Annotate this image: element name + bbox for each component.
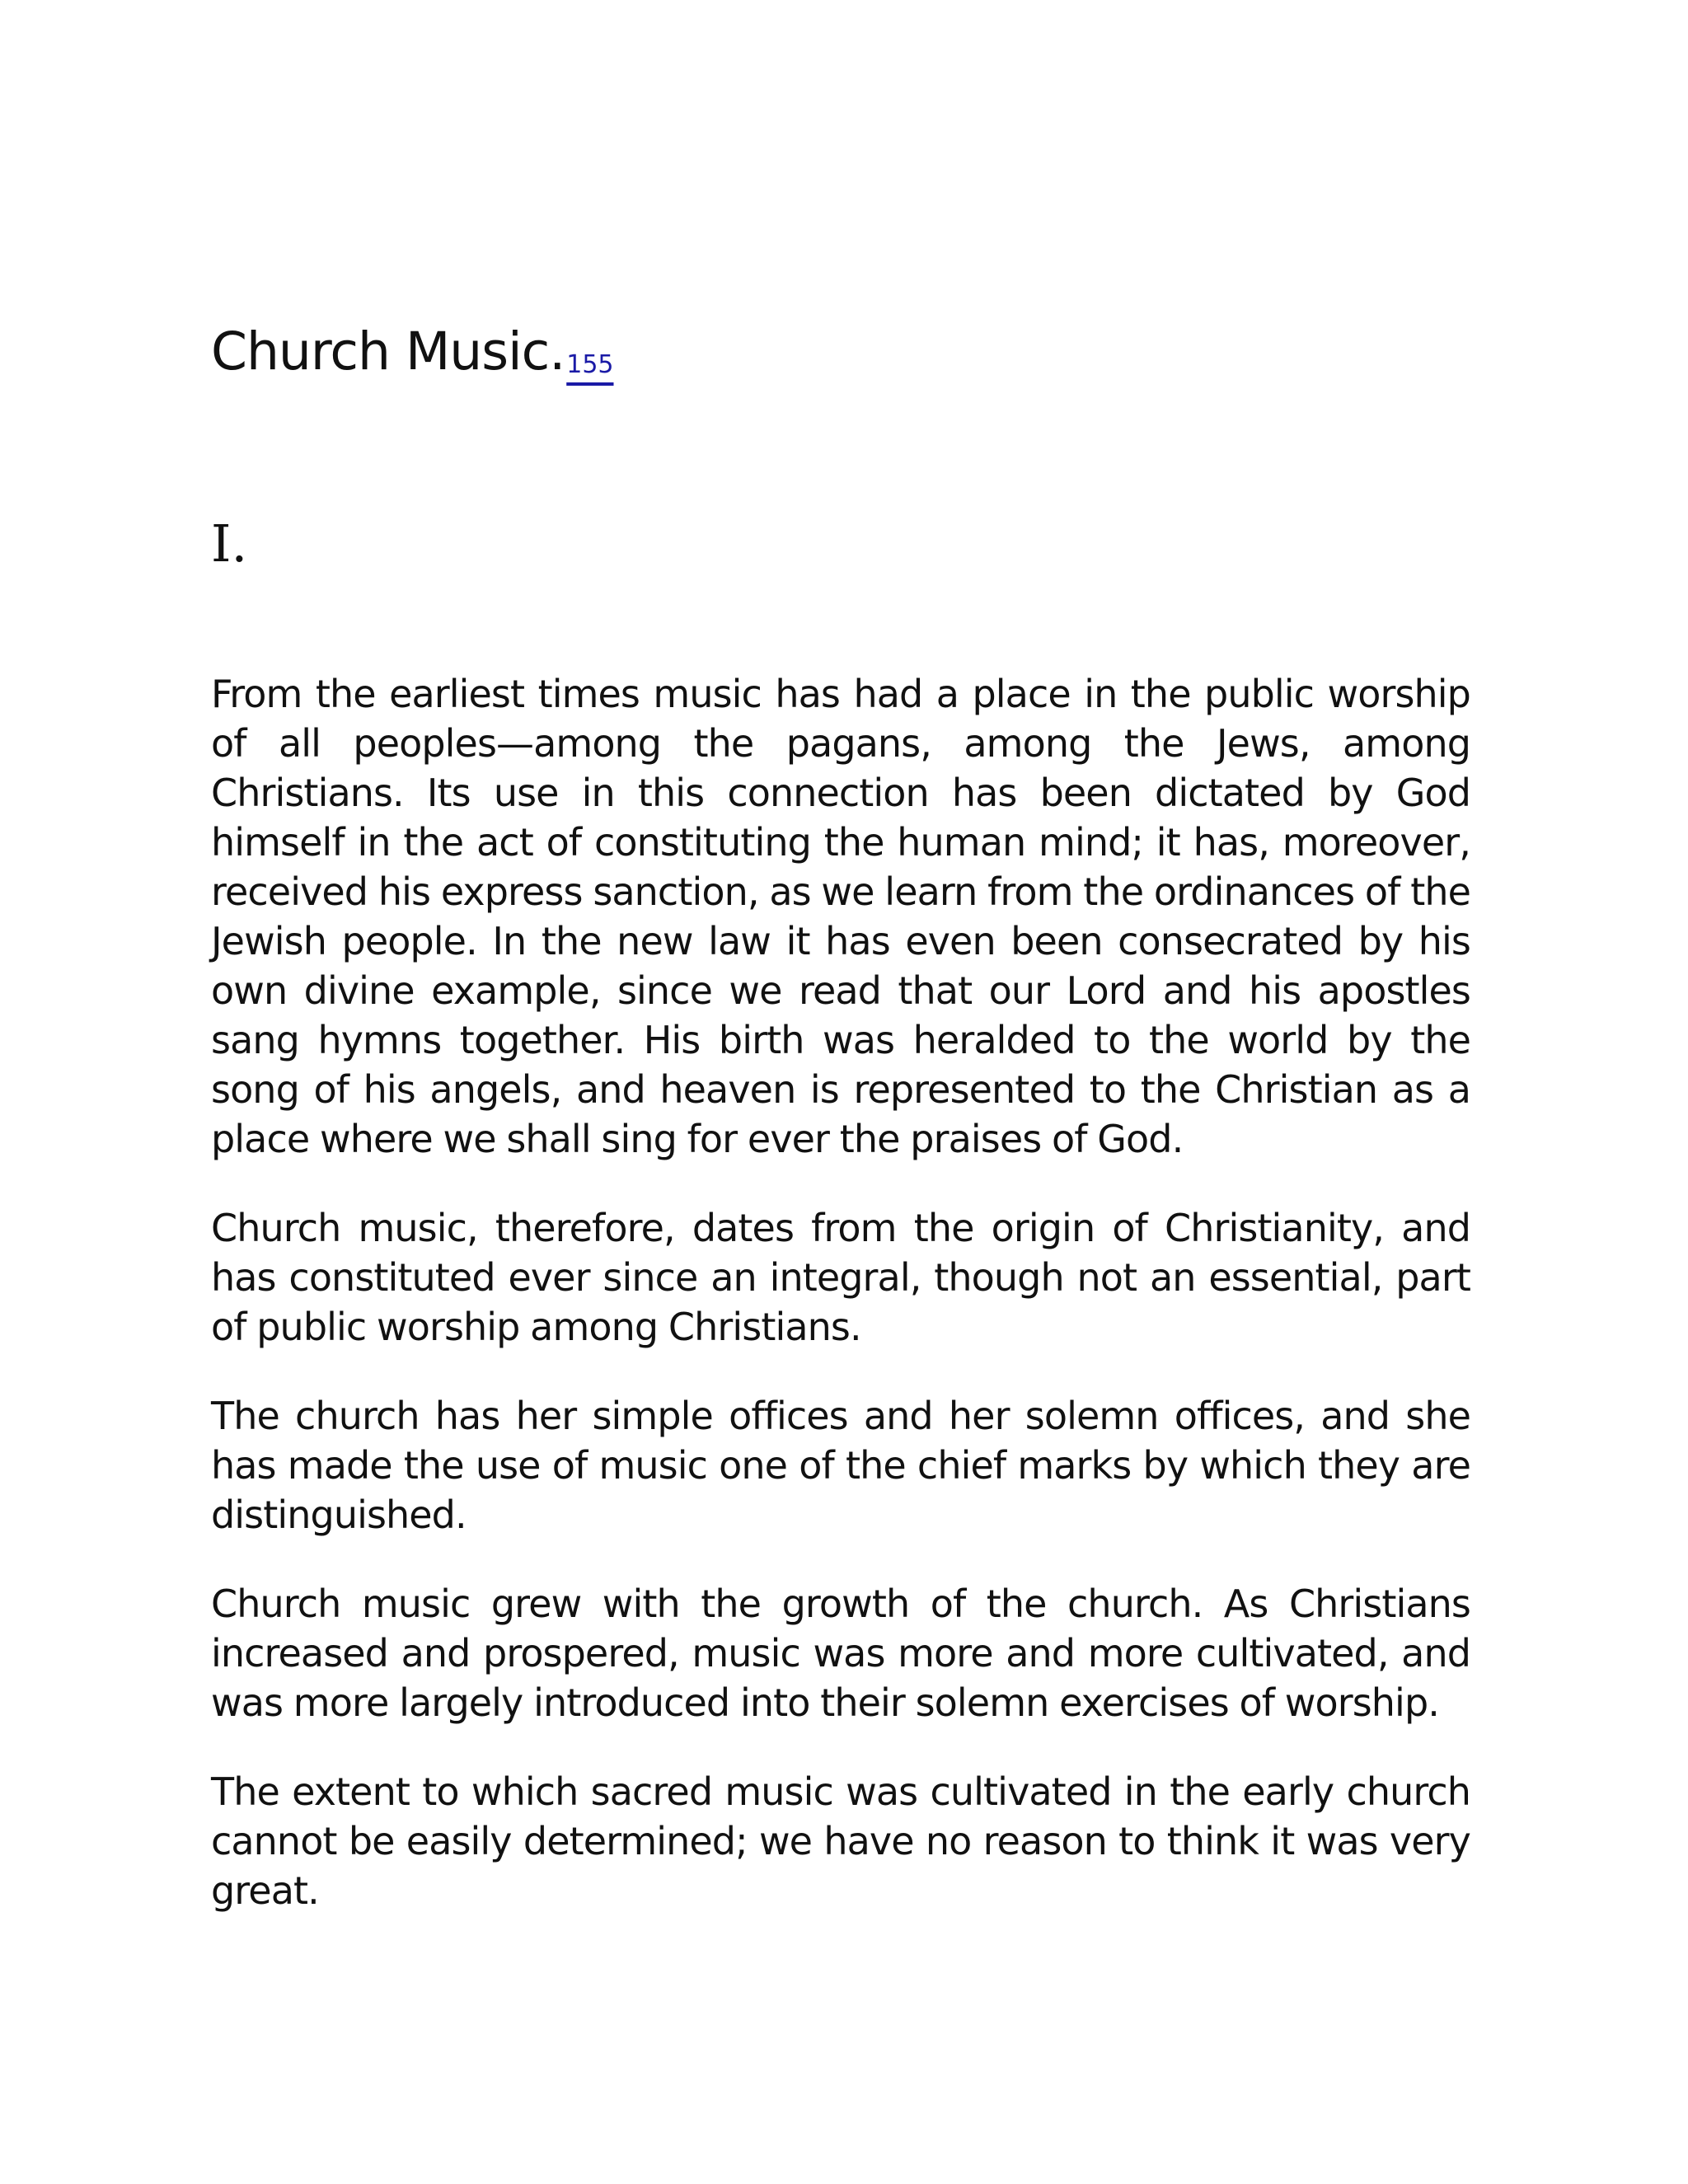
footnote-link[interactable]: 155 (566, 350, 614, 379)
paragraph: From the earliest times music has had a place in the public worship of all peoples—among the pagans, among the Jews, among Christians. Its use in this connection has been dictated by God himself in the act of constituting the human mind; it has, moreover, received his express sanction, as we learn from the ordinances of the Jewish people. In the new law it has even been consecrated by his own divine example, since we read that our Lord and his apostles sang hymns together. His birth was heralded to the world by the song of his angels, and heaven is represented to the Christian as a place where we shall sing for ever the praises of God. (211, 672, 1470, 1161)
paragraph: Church music grew with the growth of the church. As Christians increased and prospered, music was more and more cultivated, and was more largely introduced into their solemn exercises of worship. (211, 1582, 1470, 1725)
page-title (211, 317, 614, 387)
body-text (211, 669, 1470, 1955)
paragraph: Church music, therefore, dates from the origin of Christianity, and has constituted ever since an integral, though not an essential, part of public worship among Christians. (211, 1206, 1470, 1349)
paragraph: The church has her simple offices and her solemn offices, and she has made the use of music one of the chief marks by which they are distinguished. (211, 1394, 1470, 1537)
section-number: I. (211, 513, 248, 574)
paragraph: The extent to which sacred music was cultivated in the early church cannot be easily determined; we have no reason to think it was very great. (211, 1769, 1470, 1913)
page-title-text: Church Music. (211, 321, 565, 382)
